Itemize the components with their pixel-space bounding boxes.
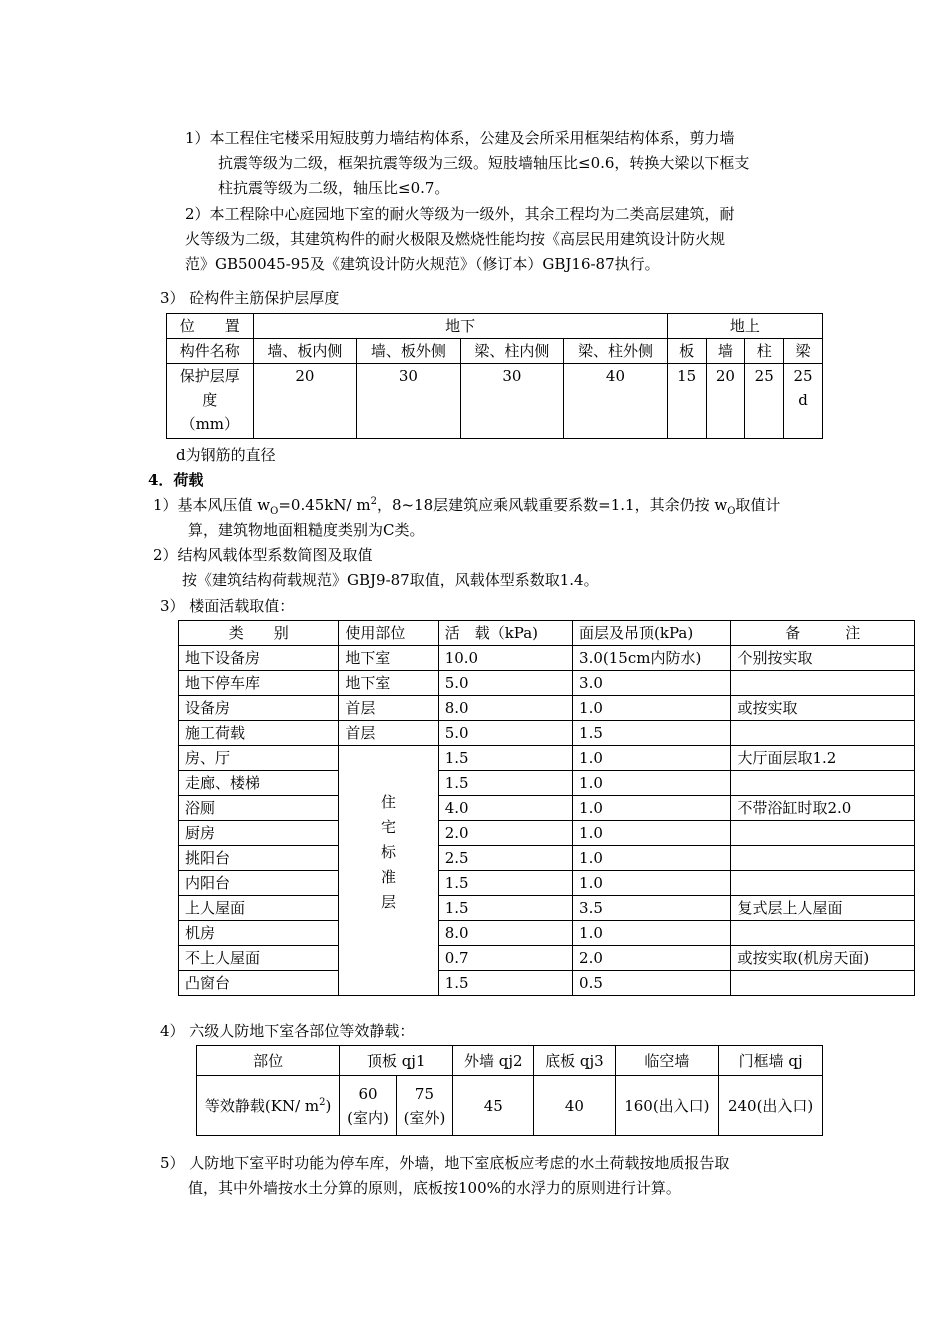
live-cat: 厨房 — [179, 821, 339, 846]
wind-sup: 2 — [370, 496, 377, 507]
live-load: 10.0 — [438, 646, 572, 671]
wind-text: 取值计 — [735, 496, 781, 514]
fire-paragraph-line-3: 范》GB50045-95及《建筑设计防火规范》（修订本）GBJ16-87执行。 — [185, 255, 660, 273]
live-note — [731, 721, 915, 746]
cover-value: 30 — [460, 364, 564, 439]
civil-roof-indoor-label: (室内) — [347, 1108, 389, 1127]
live-header: 使用部位 — [339, 621, 438, 646]
live-cat: 地下设备房 — [179, 646, 339, 671]
live-loc: 地下室 — [339, 646, 438, 671]
live-load: 2.5 — [438, 846, 572, 871]
cover-col: 梁 — [784, 339, 823, 364]
fire-paragraph-line-2: 火等级为二级，其建筑构件的耐火极限及燃烧性能均按《高层民用建筑设计防火规 — [185, 230, 726, 248]
residential-char: 标 — [381, 843, 397, 861]
live-cat: 机房 — [179, 921, 339, 946]
live-load: 8.0 — [438, 921, 572, 946]
cover-header-name: 构件名称 — [167, 339, 254, 364]
live-cat: 房、厅 — [179, 746, 339, 771]
wind-text: 1）基本风压值 w — [153, 496, 271, 514]
fire-paragraph-line-1: 2）本工程除中心庭园地下室的耐火等级为一级外，其余工程均为二类高层建筑，耐 — [185, 205, 735, 223]
civil-defence-table — [196, 1045, 823, 1136]
wind-shape-text: 按《建筑结构荷载规范》GBJ9-87取值，风载体型系数取1.4。 — [182, 571, 599, 589]
live-loc: 地下室 — [339, 671, 438, 696]
live-load: 1.5 — [438, 746, 572, 771]
wind-text: ，8~18层建筑应乘风载重要系数=1.1，其余仍按 w — [376, 496, 728, 514]
civil-roof-outdoor-value: 75 — [414, 1084, 435, 1103]
live-finish: 1.0 — [573, 696, 731, 721]
civil-label-text: ) — [325, 1096, 332, 1115]
cover-col: 柱 — [745, 339, 784, 364]
cover-row-label-line: 度 — [202, 391, 218, 409]
live-note: 或按实取(机房天面) — [731, 946, 915, 971]
live-cat: 施工荷载 — [179, 721, 339, 746]
residential-char: 准 — [381, 868, 397, 886]
civil-roof-indoor — [340, 1076, 396, 1136]
seismic-paragraph-line-3: 柱抗震等级为二级，轴压比≤0.7。 — [218, 179, 450, 197]
live-load: 8.0 — [438, 696, 572, 721]
live-load: 5.0 — [438, 721, 572, 746]
civil-label-text: 等效静载(KN/ m — [204, 1096, 320, 1115]
live-cat: 浴厕 — [179, 796, 339, 821]
live-finish: 1.5 — [573, 721, 731, 746]
cover-col: 墙、板外侧 — [357, 339, 461, 364]
seismic-paragraph-line-2: 抗震等级为二级，框架抗震等级为三级。短肢墙轴压比≤0.6，转换大梁以下框支 — [218, 154, 750, 172]
live-finish: 1.0 — [573, 846, 731, 871]
live-header: 类 别 — [179, 621, 339, 646]
live-load-table — [178, 620, 915, 996]
cover-col: 墙 — [706, 339, 745, 364]
civil-header: 临空墙 — [615, 1046, 719, 1076]
live-load: 2.0 — [438, 821, 572, 846]
live-cat: 挑阳台 — [179, 846, 339, 871]
wind-sub: O — [270, 506, 279, 517]
live-cat: 不上人屋面 — [179, 946, 339, 971]
loads-title: 4．荷载 — [148, 471, 204, 489]
cover-note: d为钢筋的直径 — [176, 446, 276, 464]
cover-header-position: 位 置 — [167, 314, 254, 339]
basement-paragraph-line-1: 5） 人防地下室平时功能为停车库，外墙，地下室底板应考虑的水土荷载按地质报告取 — [160, 1154, 730, 1172]
live-cat: 上人屋面 — [179, 896, 339, 921]
live-header: 面层及吊顶(kPa) — [573, 621, 731, 646]
live-finish: 1.0 — [573, 796, 731, 821]
live-finish: 3.5 — [573, 896, 731, 921]
live-load: 1.5 — [438, 871, 572, 896]
civil-roof-indoor-value: 60 — [358, 1084, 378, 1103]
live-note — [731, 871, 915, 896]
live-finish: 2.0 — [573, 946, 731, 971]
cover-value-beam-number: 25 — [793, 367, 813, 385]
residential-char: 层 — [381, 893, 397, 911]
wind-pressure-line-2: 算，建筑物地面粗糙度类别为C类。 — [188, 521, 425, 539]
cover-col: 梁、柱外侧 — [564, 339, 668, 364]
live-note: 个别按实取 — [731, 646, 915, 671]
civil-roof-outdoor-label: (室外) — [403, 1108, 446, 1127]
civil-header: 门框墙 qj — [719, 1046, 823, 1076]
live-load: 1.5 — [438, 971, 572, 996]
civil-header: 外墙 qj2 — [453, 1046, 534, 1076]
cover-value: 40 — [564, 364, 668, 439]
live-cat: 凸窗台 — [179, 971, 339, 996]
live-finish: 3.0 — [573, 671, 731, 696]
cover-heading: 3） 砼构件主筋保护层厚度 — [160, 289, 340, 307]
live-finish: 1.0 — [573, 871, 731, 896]
seismic-paragraph-line-1: 1）本工程住宅楼采用短肢剪力墙结构体系，公建及会所采用框架结构体系，剪力墙 — [185, 129, 735, 147]
live-load: 5.0 — [438, 671, 572, 696]
live-note: 不带浴缸时取2.0 — [731, 796, 915, 821]
civil-wall: 45 — [453, 1076, 534, 1136]
residential-char: 住 — [381, 793, 397, 811]
cover-value-beam — [784, 364, 823, 439]
cover-row-label — [167, 364, 254, 439]
cover-value: 30 — [357, 364, 461, 439]
civil-door-wall: 240(出入口) — [719, 1076, 823, 1136]
cover-value: 20 — [253, 364, 357, 439]
civil-label-sup: 2 — [319, 1096, 326, 1108]
cover-row-label-line: 保护层厚 — [179, 367, 240, 385]
live-finish: 1.0 — [573, 771, 731, 796]
live-note — [731, 771, 915, 796]
civil-blast-wall: 160(出入口) — [615, 1076, 719, 1136]
residential-floor-label — [339, 746, 438, 996]
live-cat: 走廊、楼梯 — [179, 771, 339, 796]
cover-table — [166, 313, 823, 439]
live-load-heading: 3） 楼面活载取值： — [160, 597, 295, 615]
live-note — [731, 971, 915, 996]
civil-roof-outdoor — [396, 1076, 452, 1136]
live-cat: 设备房 — [179, 696, 339, 721]
live-header: 备 注 — [731, 621, 915, 646]
live-note: 大厅面层取1.2 — [731, 746, 915, 771]
civil-header: 部位 — [197, 1046, 340, 1076]
live-finish: 1.0 — [573, 746, 731, 771]
civil-floor: 40 — [534, 1076, 615, 1136]
basement-paragraph-line-2: 值，其中外墙按水土分算的原则，底板按100%的水浮力的原则进行计算。 — [188, 1179, 681, 1197]
civil-row-label — [197, 1076, 340, 1136]
cover-value: 25 — [745, 364, 784, 439]
live-cat: 内阳台 — [179, 871, 339, 896]
live-note — [731, 921, 915, 946]
cover-value: 20 — [706, 364, 745, 439]
live-load: 0.7 — [438, 946, 572, 971]
live-note — [731, 821, 915, 846]
cover-row-label-line: （mm） — [180, 415, 240, 433]
live-note — [731, 846, 915, 871]
wind-pressure-line-1 — [153, 493, 780, 517]
live-header: 活 载（kPa) — [438, 621, 572, 646]
cover-col: 板 — [667, 339, 706, 364]
live-finish: 3.0(15cm内防水) — [573, 646, 731, 671]
wind-sub: O — [727, 506, 736, 517]
live-note: 复式层上人屋面 — [731, 896, 915, 921]
live-loc: 首层 — [339, 696, 438, 721]
cover-value: 15 — [667, 364, 706, 439]
live-finish: 1.0 — [573, 821, 731, 846]
live-load: 1.5 — [438, 896, 572, 921]
civil-header: 顶板 qj1 — [340, 1046, 453, 1076]
cover-col: 墙、板内侧 — [253, 339, 357, 364]
civil-header: 底板 qj3 — [534, 1046, 615, 1076]
live-note: 或按实取 — [731, 696, 915, 721]
civil-defence-heading: 4） 六级人防地下室各部位等效静载： — [160, 1022, 415, 1040]
live-finish: 0.5 — [573, 971, 731, 996]
cover-value-beam-unit: d — [798, 391, 808, 409]
cover-header-above: 地上 — [667, 314, 822, 339]
residential-char: 宅 — [381, 818, 397, 836]
live-loc: 首层 — [339, 721, 438, 746]
live-cat: 地下停车库 — [179, 671, 339, 696]
live-load: 4.0 — [438, 796, 572, 821]
cover-col: 梁、柱内侧 — [460, 339, 564, 364]
live-finish: 1.0 — [573, 921, 731, 946]
cover-header-underground: 地下 — [253, 314, 667, 339]
wind-shape-heading: 2）结构风载体型系数简图及取值 — [153, 546, 373, 564]
live-load: 1.5 — [438, 771, 572, 796]
live-note — [731, 671, 915, 696]
wind-text: =0.45kN/ m — [278, 496, 371, 514]
